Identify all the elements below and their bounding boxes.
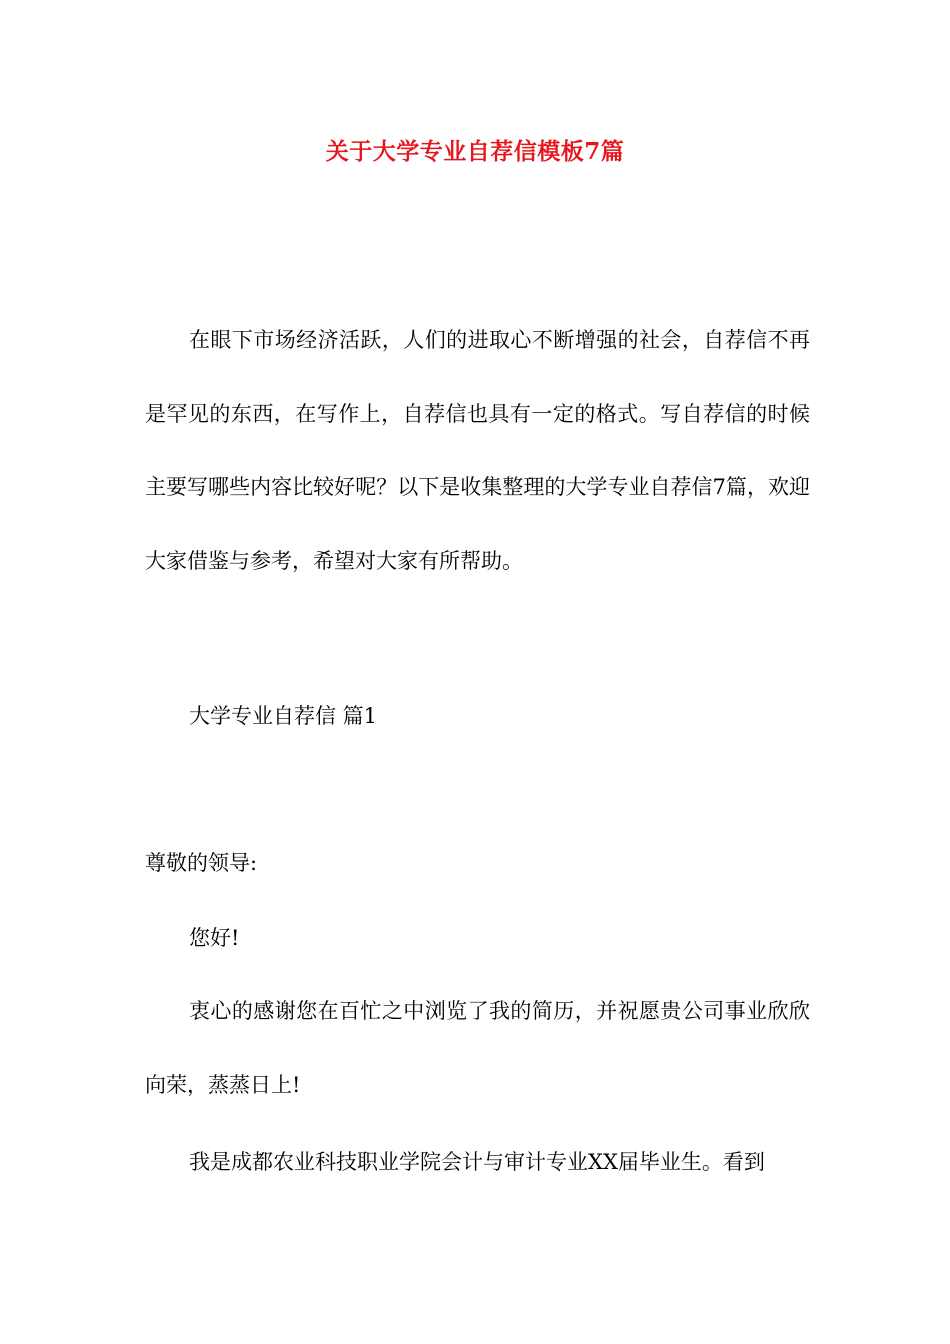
greeting: 您好! xyxy=(189,926,240,950)
body-paragraph-2: 我是成都农业科技职业学院会计与审计专业XX届毕业生。看到 xyxy=(189,1150,765,1174)
salutation: 尊敬的领导: xyxy=(145,851,258,875)
intro-paragraph: 在眼下市场经济活跃，人们的进取心不断增强的社会，自荐信不再是罕见的东西，在写作上，自荐信也具有一定的格式。写自荐信的时候主要写哪些内容比较好呢？以下是收集整理的大学专业自荐信7篇，欢迎大家借鉴与参考，希望对大家有所帮助。 xyxy=(145,328,810,573)
section-heading: 大学专业自荐信 篇1 xyxy=(189,704,378,728)
body-paragraph-1: 衷心的感谢您在百忙之中浏览了我的简历，并祝愿贵公司事业欣欣向荣，蒸蒸日上! xyxy=(145,999,810,1097)
document-title: 关于大学专业自荐信模板7篇 xyxy=(325,138,625,165)
